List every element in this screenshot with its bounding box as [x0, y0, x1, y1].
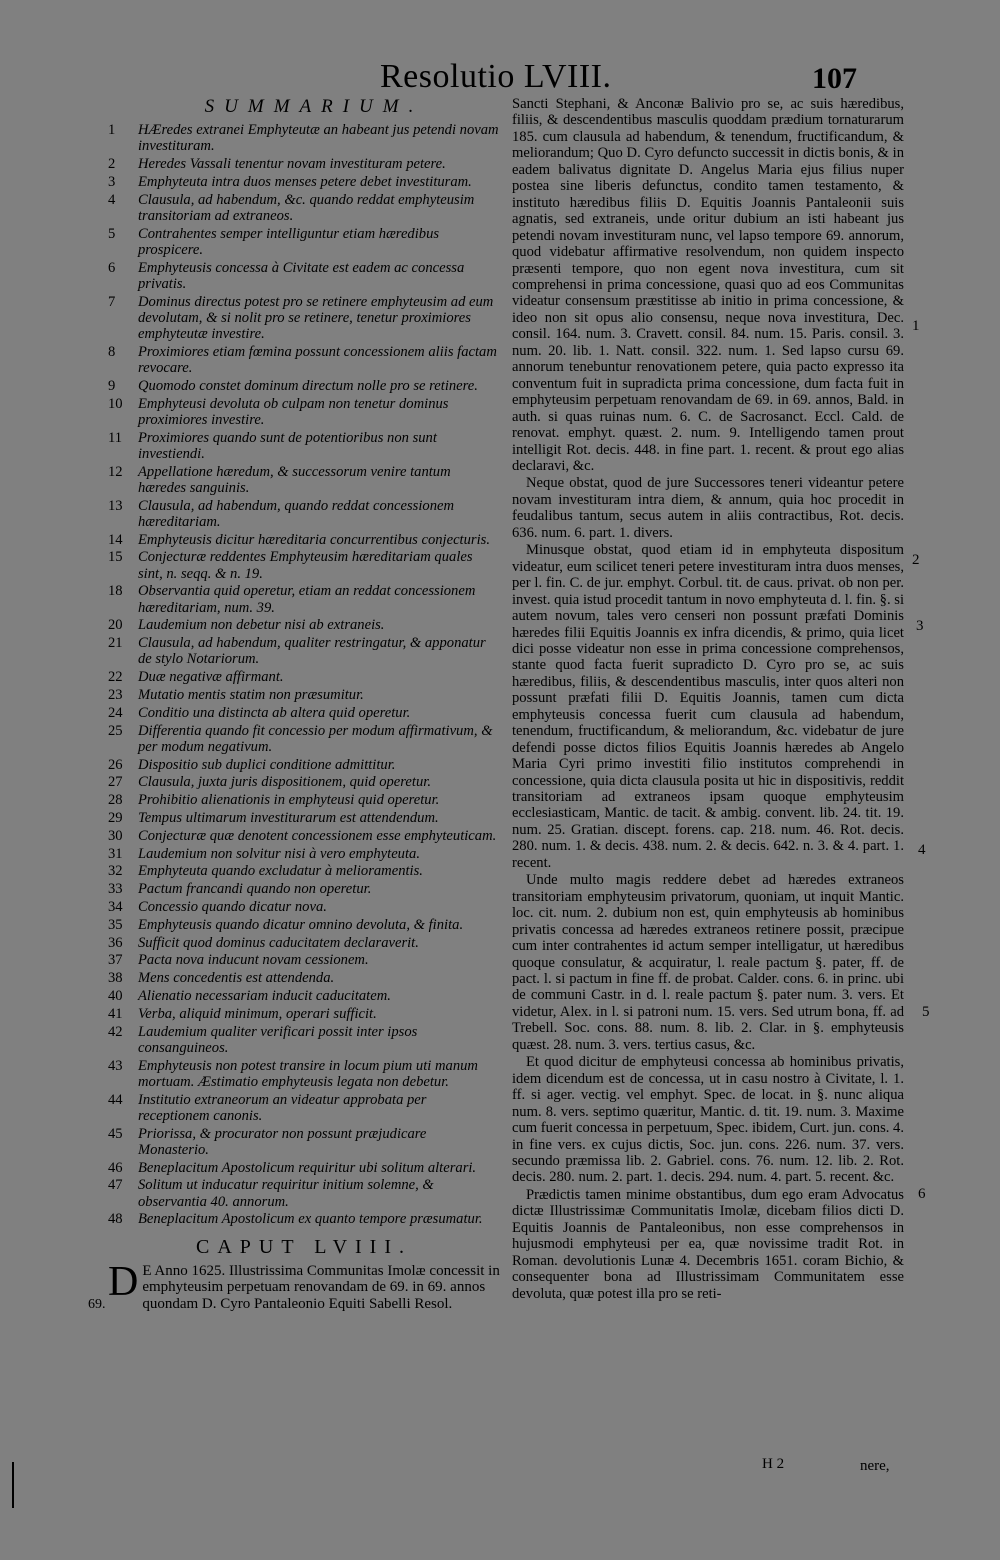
- summary-item-text: Emphyteuta intra duos menses petere debet investituram.: [138, 173, 472, 190]
- summary-item-text: Emphyteusis quando dicatur omnino devoluta, & finita.: [138, 916, 464, 933]
- summary-item: [108, 549, 500, 581]
- summary-item-number: 26: [108, 756, 123, 773]
- summary-item: [108, 952, 500, 968]
- summary-item: [108, 863, 500, 879]
- summary-item-text: Differentia quando fit concessio per modum affirmativum, & per modum negativum.: [138, 722, 493, 755]
- summary-item-text: Tempus ultimarum investiturarum est attendendum.: [138, 809, 439, 826]
- summary-item-number: 36: [108, 934, 123, 951]
- summary-item-text: Beneplacitum Apostolicum ex quanto tempore præsumatur.: [138, 1211, 483, 1228]
- summary-item-number: 45: [108, 1125, 123, 1142]
- summary-item-text: Observantia quid operetur, etiam an reddat concessionem hæreditariam, num. 39.: [138, 583, 476, 616]
- summary-item: [108, 174, 500, 190]
- summary-item-number: 48: [108, 1211, 123, 1228]
- summary-item-text: Emphyteuta quando excludatur à melioramentis.: [138, 863, 423, 880]
- summary-item-number: 6: [108, 259, 116, 276]
- summary-item: [108, 687, 500, 703]
- margin-note: 3: [916, 618, 924, 634]
- summary-item-number: 25: [108, 722, 123, 739]
- margin-note: 2: [912, 552, 920, 568]
- summary-item-number: 15: [108, 549, 123, 566]
- summary-item: [108, 792, 500, 808]
- summary-item-text: Concessio quando dicatur nova.: [138, 898, 327, 915]
- summary-item-number: 42: [108, 1023, 123, 1040]
- summary-item: [108, 464, 500, 496]
- summary-item: [108, 1177, 500, 1209]
- summary-item-number: 21: [108, 635, 123, 652]
- summary-item-text: Priorissa, & procurator non possunt præjudicare Monasterio.: [138, 1125, 427, 1158]
- summary-item: [108, 723, 500, 755]
- summary-item-number: 7: [108, 293, 116, 310]
- summary-item: [108, 846, 500, 862]
- summary-item-number: 32: [108, 863, 123, 880]
- summary-item-text: Heredes Vassali tenentur novam investituram petere.: [138, 156, 446, 172]
- summary-item-text: Pacta nova inducunt novam cessionem.: [138, 952, 369, 969]
- summary-item: [108, 828, 500, 844]
- summary-item-number: 34: [108, 898, 123, 915]
- summary-title: SUMMARIUM.: [204, 96, 424, 117]
- summary-item-number: 18: [108, 583, 123, 600]
- summary-item: [108, 498, 500, 530]
- summary-item-number: 46: [108, 1159, 123, 1176]
- summary-item: [108, 1058, 500, 1090]
- summary-item: [108, 669, 500, 685]
- summary-item-text: Conjecturæ reddentes Emphyteusim hæreditariam quales sint, n. seqq. & n. 19.: [138, 549, 473, 582]
- summary-item: [108, 260, 500, 292]
- summary-item-number: 37: [108, 952, 123, 969]
- summary-item: [108, 294, 500, 343]
- chapter-opening: [88, 1258, 500, 1313]
- summary-item-text: Institutio extraneorum an videatur approbata per receptionem canonis.: [138, 1091, 427, 1124]
- margin-note: 6: [918, 1186, 926, 1202]
- chapter-title: CAPUT LVIII.: [195, 1235, 412, 1258]
- body-paragraph: Minusque obstat, quod etiam id in emphyteuta dispositum videatur, eum scilicet teneri petere investituram intra duos menses, per l. fin. C. de jur. emphyt. Corbul. tit. de caus. privat. ob non per. invest. quia istud procedit tantum in novo emphyteuta d. l. fin. §. si autem novum, tales vero censeri non possunt præfati Dominis hæredes filii Equitis Joannis ex infra dicendis, & primo, quia licet dici posse videatur non esse in prima concessione comprehensos, stante quod facta fuerit supradicto D. Cyro pro se, ac suis hæredibus, filiis, & descendentibus masculis, inter quos alteri non possunt præfati filii D. Equitis Joannis, tamen cum dicta emphyteusis concessa fuerit cum clausula ad habendum, tenendum, fructificandum, & meliorandum, &c. videbatur de jure defendi posse dictos filios Equitis Joannis hæredes ab Angelo Maria Cyri primo investiti filio institutos comprehendi in concessione, quia dicta clausula posita ut hic in dispositivis, reddit transitoriam ad extraneos ipsam quoque emphyteusim ecclesiasticam, Mantic. de tacit. & ambig. convent. lib. 24. tit. 19. num. 25. Gratian. discept. forens. cap. 218. num. 46. Rot. decis. 280. num. 1. & decis. 438. num. 2. & decis. 642. n. 3. & 4. part. 1. recent.: [512, 542, 904, 871]
- summary-item-text: Quomodo constet dominum directum nolle pro se retinere.: [138, 377, 478, 394]
- summary-item-text: Appellatione hæredum, & successorum venire tantum hæredes sanguinis.: [138, 463, 451, 496]
- right-column: [512, 96, 904, 1303]
- summary-item: [108, 156, 500, 172]
- summary-item-number: 22: [108, 669, 123, 686]
- summary-item: [108, 935, 500, 951]
- summary-item-number: 28: [108, 792, 123, 809]
- scan-artifact-line: [12, 1462, 14, 1508]
- summary-item-text: Mens concedentis est attendenda.: [138, 970, 335, 987]
- summary-item-number: 11: [108, 429, 123, 446]
- summary-item-number: 44: [108, 1091, 123, 1108]
- summary-item: [108, 122, 500, 154]
- summary-item-text: Emphyteusis concessa à Civitate est eadem ac concessa privatis.: [138, 259, 465, 292]
- summary-item: [108, 970, 500, 986]
- summary-item-number: 23: [108, 686, 123, 703]
- chapter-dropcap: D: [108, 1258, 139, 1305]
- summary-item-text: Proximiores etiam fœmina possunt concessionem aliis factam revocare.: [138, 343, 497, 376]
- summary-item: [108, 344, 500, 376]
- summary-item: [108, 1126, 500, 1158]
- summary-item-number: 9: [108, 377, 116, 394]
- body-paragraph: Et quod dicitur de emphyteusi concessa ab hominibus privatis, idem dicendum est de concessa, ut in casu nostro à Civitate, l. 1. ff. si ager. vectig. vel emphyt. Spec. de locat. in §. nunc aliqua num. 8. vers. septimo quæritur, Mantic. d. tit. 19. num. 3. Maxime cum fuerit concessa in perpetuum, Spec. ibidem, Curt. jun. cons. 4. in fine vers. ex cujus dictis, Soc. jun. cons. 226. num. 37. vers. secundo præmissa lib. 2. Gabriel. cons. 76. num. 12. lib. 2. Rot. decis. 280. num. 2. part. 1. decis. 294. num. 4. part. 5. recent. &c.: [512, 1054, 904, 1186]
- summary-item: [108, 226, 500, 258]
- summary-item-text: Emphyteusis dicitur hæreditaria concurrentibus conjecturis.: [138, 531, 490, 548]
- summary-item: [108, 1092, 500, 1124]
- summary-item-text: Pactum francandi quando non operetur.: [138, 881, 372, 898]
- summary-item: [108, 881, 500, 897]
- summary-item-number: 2: [108, 156, 116, 172]
- summary-list: [108, 122, 500, 1228]
- margin-note: 1: [912, 318, 920, 334]
- summary-item-text: Clausula, ad habendum, &c. quando reddat emphyteusim transitoriam ad extraneos.: [138, 191, 475, 224]
- summary-item-text: Laudemium qualiter verificari possit inter ipsos consanguineos.: [138, 1023, 418, 1056]
- catchword: nere,: [860, 1458, 890, 1474]
- page-number: 107: [812, 62, 857, 95]
- summary-item-number: 47: [108, 1177, 123, 1194]
- summary-item: [108, 635, 500, 667]
- summary-item-number: 3: [108, 173, 116, 190]
- summary-item-number: 30: [108, 827, 123, 844]
- summary-item-number: 1: [108, 122, 116, 138]
- summary-item-number: 13: [108, 497, 123, 514]
- running-title: Resolutio LVIII.: [380, 58, 612, 95]
- summary-item-text: Verba, aliquid minimum, operari sufficit.: [138, 1005, 377, 1022]
- summary-item: [108, 705, 500, 721]
- summary-item: [108, 378, 500, 394]
- summary-item: [108, 899, 500, 915]
- summary-item-number: 38: [108, 970, 123, 987]
- summary-item-text: Emphyteusis non potest transire in locum pium uti manum mortuam. Æstimatio emphyteusis legata non debetur.: [138, 1057, 478, 1090]
- summary-item: [108, 430, 500, 462]
- signature-mark: H 2: [762, 1456, 785, 1472]
- summary-item-text: Clausula, juxta juris dispositionem, quid operetur.: [138, 774, 431, 791]
- summary-item-number: 20: [108, 617, 123, 634]
- summary-item: [108, 532, 500, 548]
- summary-item: [108, 774, 500, 790]
- summary-item: [108, 192, 500, 224]
- summary-item-text: Dispositio sub duplici conditione admittitur.: [138, 756, 396, 773]
- body-paragraph: Prædictis tamen minime obstantibus, dum ego eram Advocatus dictæ Illustrissimæ Communitatis Imolæ, dicebam filios dicti D. Equitis Joannis de Pantaleonibus, non esse comprehensos in hujusmodi emphyteusi per ea, quæ novissime tradit Rot. in Roman. devolutionis Lunæ 4. Decembris 1651. coram Bichio, & consequenter bona ad Illustrissimam Communitatem esse devoluta, quæ potest illa pro se reti-: [512, 1186, 904, 1302]
- summary-item-number: 24: [108, 704, 123, 721]
- summary-item: [108, 617, 500, 633]
- summary-item-text: Proximiores quando sunt de potentioribus non sunt investiendi.: [138, 429, 437, 462]
- summary-item-number: 5: [108, 225, 116, 242]
- summary-item-text: Conjecturæ quæ denotent concessionem esse emphyteuticam.: [138, 827, 497, 844]
- summary-item-text: Prohibitio alienationis in emphyteusi quid operetur.: [138, 792, 440, 809]
- summary-item-number: 29: [108, 809, 123, 826]
- body-paragraph: Sancti Stephani, & Anconæ Balivio pro se, ac suis hæredibus, filiis, & descendentibus masculis quoddam prædium tornaturarum 185. cum clausula ad habendum, & tenendum, fructificandum, & meliorandum; Quo D. Cyro defuncto successit in dictis bonis, & in eadem balivatus dignitate D. Angelus Maria ejus filius nuper postea sine liberis defunctus, condito tamen testamento, & instituto hæredibus filiis D. Equitis Joannis Pantaleonii suis agnatis, sed extraneis, unde oritur dubium an isti habeant jus petendi novam investituram nunc, vel lapso tempore 69. annorum, quod videbatur affirmative resolvendum, non quidem inspecto præsenti tempore, quo non egent nova investitura, cum sit comprehensi in prima concessione, quasi quo ad eos Communitas videatur consensum præstitisse ab initio in prima concessione, & ideo non sit opus alio consensu, neque nova investitura, Dec. consil. 164. num. 3. Cravett. consil. 84. num. 15. Paris. consil. 3. num. 20. lib. 1. Natt. consil. 322. num. 1. Sed lapso cursu 69. annorum tenebuntur renovationem petere, quia pacto expresso ita conventum fuit in supradicta prima concessione, dum facta fuit in emphyteusim perpetuam renovandam de 69. in 69. annos, Bald. in auth. si quas ruinas num. 6. C. de Sacrosanct. Eccl. Cald. de renovat. emphyt. quæst. 2. num. 9. Intelligendo tamen prout intelligit Rot. decis. 448. in fine part. 1. recent. & prout ego alias declaravi, &c.: [512, 96, 904, 474]
- margin-note: 4: [918, 842, 926, 858]
- summary-item-text: Dominus directus potest pro se retinere emphyteusim ad eum devolutam, & si nolit pro se retinere, tenetur proximiores emphyteutæ investire.: [138, 293, 494, 342]
- summary-item: [108, 583, 500, 615]
- summary-item-number: 27: [108, 774, 123, 791]
- summary-item-number: 12: [108, 463, 123, 480]
- summary-item-number: 4: [108, 191, 116, 208]
- body-text: [512, 96, 904, 1302]
- body-paragraph: Neque obstat, quod de jure Successores teneri videantur petere novam investituram intra diem, & annum, quia hoc procedit in feudalibus tantum, secus autem in aliis contractibus, Rot. decis. 636. num. 6. part. 1. divers.: [512, 475, 904, 541]
- summary-item: [108, 810, 500, 826]
- summary-item-number: 8: [108, 343, 116, 360]
- summary-item: [108, 757, 500, 773]
- summary-item-text: Beneplacitum Apostolicum requiritur ubi solitum alterari.: [138, 1159, 477, 1176]
- chapter-side-number: 69.: [88, 1296, 106, 1312]
- summary-item-number: 31: [108, 845, 123, 862]
- summary-item: [108, 988, 500, 1004]
- summary-item-text: Emphyteusi devoluta ob culpam non tenetur dominus proximiores investire.: [138, 395, 449, 428]
- summary-item-number: 41: [108, 1005, 123, 1022]
- summary-item-text: Conditio una distincta ab altera quid operetur.: [138, 704, 411, 721]
- summary-item-number: 35: [108, 916, 123, 933]
- summary-item-text: Clausula, ad habendum, qualiter restringatur, & apponatur de stylo Notariorum.: [138, 635, 486, 668]
- summary-item-text: Contrahentes semper intelliguntur etiam hæredibus prospicere.: [138, 225, 440, 258]
- summary-item-text: Clausula, ad habendum, quando reddat concessionem hæreditariam.: [138, 497, 455, 530]
- chapter-text: E Anno 1625. Illustrissima Communitas Imolæ concessit in emphyteusim perpetuam renovandam de 69. in 69. annos quondam D. Cyro Pantaleonio Equiti Sabelli Resol.: [142, 1262, 500, 1312]
- margin-note: 5: [922, 1004, 930, 1020]
- summary-item: [108, 1211, 500, 1227]
- summary-item: [108, 396, 500, 428]
- summary-item-text: Laudemium non debetur nisi ab extraneis.: [138, 617, 385, 634]
- summary-item-text: Solitum ut inducatur requiritur initium solemne, & observantia 40. annorum.: [138, 1177, 434, 1210]
- summary-item-text: Alienatio necessariam inducit caducitatem.: [138, 987, 391, 1004]
- summary-item-number: 14: [108, 531, 123, 548]
- summary-item-number: 40: [108, 987, 123, 1004]
- summary-item-text: Laudemium non solvitur nisi à vero emphyteuta.: [138, 845, 420, 862]
- summary-item-text: Mutatio mentis statim non præsumitur.: [138, 686, 364, 703]
- summary-item-number: 10: [108, 395, 123, 412]
- summary-item-text: Sufficit quod dominus caducitatem declaraverit.: [138, 934, 419, 951]
- body-paragraph: Unde multo magis reddere debet ad hæredes extraneos transitoriam emphyteusim privatorum, quoniam, ut inquit Mantic. loc. cit. num. 2. dubium non est, quin emphyteusis ab hominibus privatis concessa ad hæredes extraneos retinere possit, præcipue cum inter contrahentes id actum semper intelligatur, ut hæredibus quoque consulatur, & acquiratur, l. reale pactum §. pater, ff. de pact. l. si pactum in fine ff. de probat. Calder. cons. 6. in princ. ubi de communi Castr. in d. l. reale pactum §. pater num. 3. vers. Et videtur, Alex. in l. si patroni num. 15. vers. Sed utrum bona, ff. ad Trebell. Soc. cons. 88. num. 8. lib. 2. Clar. in §. emphyteusis quæst. 28. num. 3. vers. tertius casus, &c.: [512, 872, 904, 1053]
- summary-item-number: 33: [108, 881, 123, 898]
- summary-item: [108, 1160, 500, 1176]
- summary-item-number: 43: [108, 1057, 123, 1074]
- summary-item-text: HÆredes extranei Emphyteutæ an habeant jus petendi novam investituram.: [138, 122, 499, 155]
- left-column: [88, 96, 500, 1312]
- summary-item-text: Duæ negativæ affirmant.: [138, 669, 284, 686]
- summary-item: [108, 1024, 500, 1056]
- summary-item: [108, 917, 500, 933]
- summary-item: [108, 1006, 500, 1022]
